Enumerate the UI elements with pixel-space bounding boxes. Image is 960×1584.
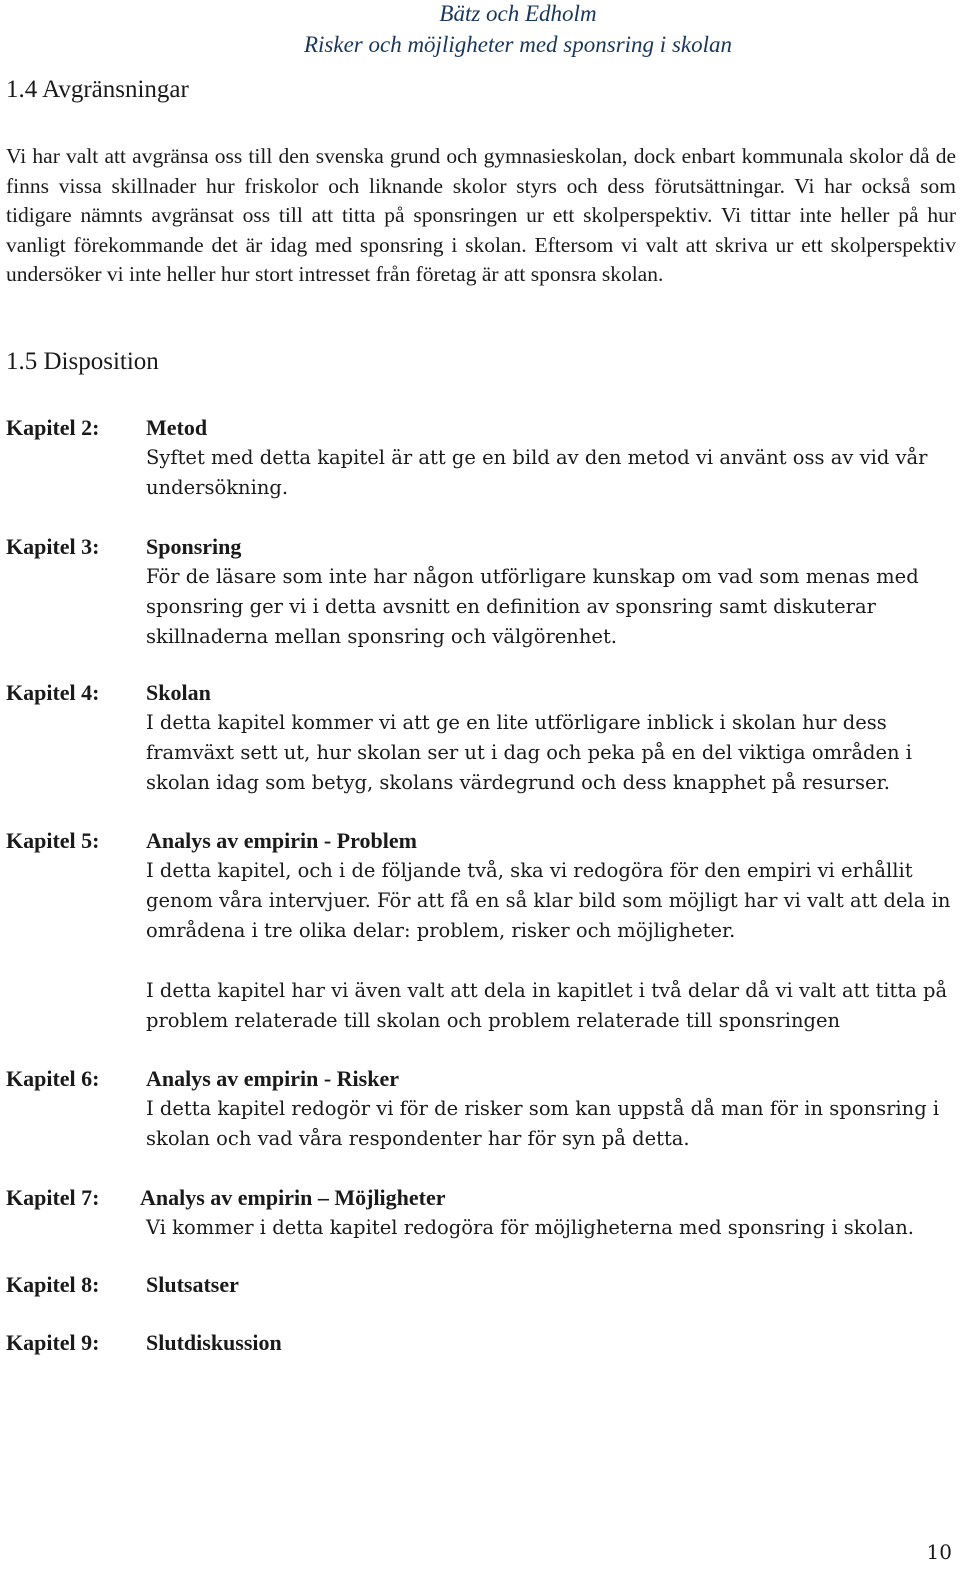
chapter-description: I detta kapitel, och i de följande två, ska vi redogöra för den empiri vi erhållit genom våra intervjuer. För att få en så klar bild som möjligt har vi valt att dela in områdena i tre olika delar: problem, risker och möjligheter.: [146, 859, 951, 942]
chapter-title: Skolan: [146, 680, 211, 705]
chapter-description: I detta kapitel redogör vi för de risker som kan uppstå då man för in sponsring i skolan och vad våra respondenter har för syn på detta.: [146, 1097, 940, 1150]
chapter-body: [146, 1328, 954, 1358]
chapter-body: [140, 1183, 948, 1243]
header-title: Risker och möjligheter med sponsring i skolan: [303, 32, 732, 57]
chapter-label: Kapitel 7:: [6, 1185, 100, 1210]
chapter-label: Kapitel 9:: [6, 1330, 100, 1355]
chapter-description: Syftet med detta kapitel är att ge en bild av den metod vi använt oss av vid vår undersökning.: [146, 446, 928, 499]
chapter-extra-paragraph: I detta kapitel har vi även valt att dela in kapitlet i två delar då vi valt att titta på problem relaterade till skolan och problem relaterade till sponsringen: [146, 979, 948, 1032]
chapter-body: [146, 826, 954, 1036]
chapter-title: Sponsring: [146, 534, 242, 559]
chapter-title: Slutdiskussion: [146, 1330, 282, 1355]
page-number: 10: [926, 1540, 952, 1564]
chapter-body: [146, 678, 954, 798]
chapter-label: Kapitel 4:: [6, 680, 100, 705]
chapter-body: [146, 1270, 954, 1300]
chapter-description: Vi kommer i detta kapitel redogöra för möjligheterna med sponsring i skolan.: [146, 1216, 914, 1239]
chapter-description: I detta kapitel kommer vi att ge en lite utförligare inblick i skolan hur dess framväxt sett ut, hur skolan ser ut i dag och peka på en del viktiga områden i skolan idag som betyg, skolans värdegrund och dess knapphet på resurser.: [146, 711, 913, 794]
chapter-title: Analys av empirin - Risker: [146, 1066, 399, 1091]
chapter-label: Kapitel 2:: [6, 415, 100, 440]
chapter-body: [146, 1064, 954, 1154]
chapter-label: Kapitel 5:: [6, 828, 100, 853]
section-heading-disposition: 1.5 Disposition: [6, 348, 159, 375]
chapter-title: Analys av empirin – Möjligheter: [140, 1185, 446, 1210]
running-header: [304, 0, 732, 60]
chapter-label: Kapitel 3:: [6, 534, 100, 559]
chapter-title: Metod: [146, 415, 208, 440]
chapter-description: För de läsare som inte har någon utförligare kunskap om vad som menas med sponsring ger vi i detta avsnitt en definition av sponsring samt diskuterar skillnaderna mellan sponsring och välgörenhet.: [146, 565, 919, 648]
chapter-label: Kapitel 6:: [6, 1066, 100, 1091]
chapter-label: Kapitel 8:: [6, 1272, 100, 1297]
header-authors: Bätz och Edholm: [439, 1, 597, 26]
chapter-title: Slutsatser: [146, 1272, 239, 1297]
chapter-body: [146, 532, 954, 652]
section-heading-avgransningar: 1.4 Avgränsningar: [6, 76, 189, 103]
avgransningar-paragraph: Vi har valt att avgränsa oss till den svenska grund och gymnasieskolan, dock enbart kommunala skolor då de finns vissa skillnader hur friskolor och liknande skolor styrs och dess förutsättningar. Vi har också som tidigare nämnts avgränsat oss till att titta på sponsringen ur ett skolperspektiv. Vi tittar inte heller på hur vanligt förekommande det är idag med sponsring i skolan. Eftersom vi valt att skriva ur ett skolperspektiv undersöker vi inte heller hur stort intresset från företag är att sponsra skolan.: [6, 144, 956, 286]
chapter-title: Analys av empirin - Problem: [146, 828, 417, 853]
chapter-body: [146, 413, 954, 503]
